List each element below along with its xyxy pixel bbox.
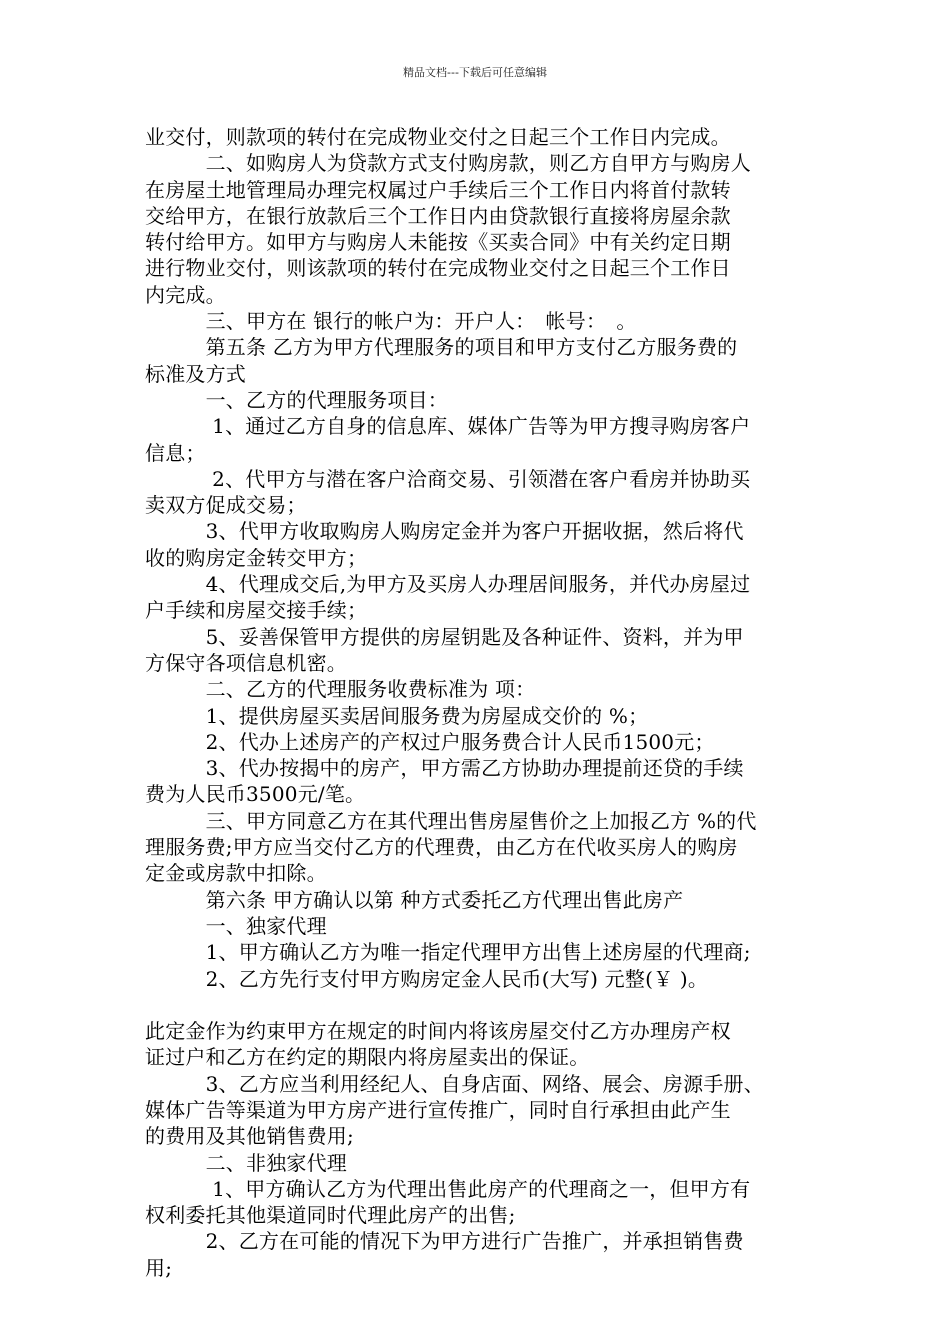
text-line: 定金或房款中扣除。 <box>145 861 327 886</box>
text-line: 业交付，则款项的转付在完成物业交付之日起三个工作日内完成。 <box>145 125 731 149</box>
text-line: 收的购房定金转交甲方； <box>145 545 368 570</box>
text-line: 三、甲方在 银行的帐户为：开户人： 帐号： 。 <box>145 309 637 334</box>
text-line: 三、甲方同意乙方在其代理出售房屋售价之上加报乙方 %的代 <box>145 808 757 833</box>
text-line: 二、如购房人为贷款方式支付购房款，则乙方自甲方与购房人 <box>145 151 751 176</box>
text-line: 在房屋土地管理局办理完权属过户手续后三个工作日内将首付款转 <box>145 177 731 202</box>
text-line: 1、提供房屋买卖居间服务费为房屋成交价的 %； <box>145 703 649 728</box>
text-line: 2、乙方在可能的情况下为甲方进行广告推广，并承担销售费 <box>145 1229 744 1254</box>
section-heading: 第六条 甲方确认以第 种方式委托乙方代理出售此房产 <box>145 887 684 912</box>
text-line: 2、代甲方与潜在客户洽商交易、引领潜在客户看房并协助买 <box>145 466 751 491</box>
text-line: 的费用及其他销售费用; <box>145 1124 354 1149</box>
section-heading: 标准及方式 <box>145 361 246 386</box>
text-line: 进行物业交付，则该款项的转付在完成物业交付之日起三个工作日 <box>145 256 731 281</box>
text-line: 5、妥善保管甲方提供的房屋钥匙及各种证件、资料，并为甲 <box>145 624 744 649</box>
text-line: 媒体广告等渠道为甲方房产进行宣传推广，同时自行承担由此产生 <box>145 1097 731 1122</box>
text-line: 信息； <box>145 440 206 465</box>
page-header: 精品文档---下载后可任意编辑 <box>403 66 547 79</box>
text-line: 转付给甲方。如甲方与购房人未能按《买卖合同》中有关约定日期 <box>145 230 731 255</box>
text-line: 方保守各项信息机密。 <box>145 650 347 675</box>
text-line: 2、乙方先行支付甲方购房定金人民币(大写) 元整(￥ )。 <box>145 966 709 991</box>
text-line: 2、代办上述房产的产权过户服务费合计人民币1500元； <box>145 729 715 754</box>
text-line: 证过户和乙方在约定的期限内将房屋卖出的保证。 <box>145 1045 590 1070</box>
text-line: 4、代理成交后,为甲方及买房人办理居间服务，并代办房屋过 <box>145 572 751 597</box>
section-heading: 第五条 乙方为甲方代理服务的项目和甲方支付乙方服务费的 <box>145 335 738 360</box>
text-line: 内完成。 <box>145 282 226 307</box>
text-line: 1、甲方确认乙方为唯一指定代理甲方出售上述房屋的代理商; <box>145 940 751 965</box>
text-line: 二、乙方的代理服务收费标准为 项： <box>145 677 536 702</box>
text-line: 二、非独家代理 <box>145 1150 347 1175</box>
text-line: 1、甲方确认乙方为代理出售此房产的代理商之一，但甲方有 <box>145 1176 751 1201</box>
text-line: 交给甲方，在银行放款后三个工作日内由贷款银行直接将房屋余款 <box>145 203 731 228</box>
text-line: 此定金作为约束甲方在规定的时间内将该房屋交付乙方办理房产权 <box>145 1019 731 1044</box>
text-line: 1、通过乙方自身的信息库、媒体广告等为甲方搜寻购房客户 <box>145 414 751 439</box>
text-line: 用; <box>145 1255 173 1280</box>
text-line: 费为人民币3500元/笔。 <box>145 782 366 807</box>
text-line: 3、乙方应当利用经纪人、自身店面、网络、展会、房源手册、 <box>145 1071 764 1096</box>
document-body <box>145 124 825 1281</box>
blank-line <box>145 992 825 1018</box>
text-line: 卖双方促成交易； <box>145 493 307 518</box>
text-line: 一、独家代理 <box>145 913 327 938</box>
text-line: 权利委托其他渠道同时代理此房产的出售; <box>145 1203 516 1228</box>
text-line: 一、乙方的代理服务项目： <box>145 387 448 412</box>
text-line: 3、代办按揭中的房产，甲方需乙方协助办理提前还贷的手续 <box>145 756 744 781</box>
text-line: 户手续和房屋交接手续； <box>145 598 368 623</box>
text-line: 3、代甲方收取购房人购房定金并为客户开据收据，然后将代 <box>145 519 744 544</box>
text-line: 理服务费;甲方应当交付乙方的代理费，由乙方在代收买房人的购房 <box>145 835 738 860</box>
